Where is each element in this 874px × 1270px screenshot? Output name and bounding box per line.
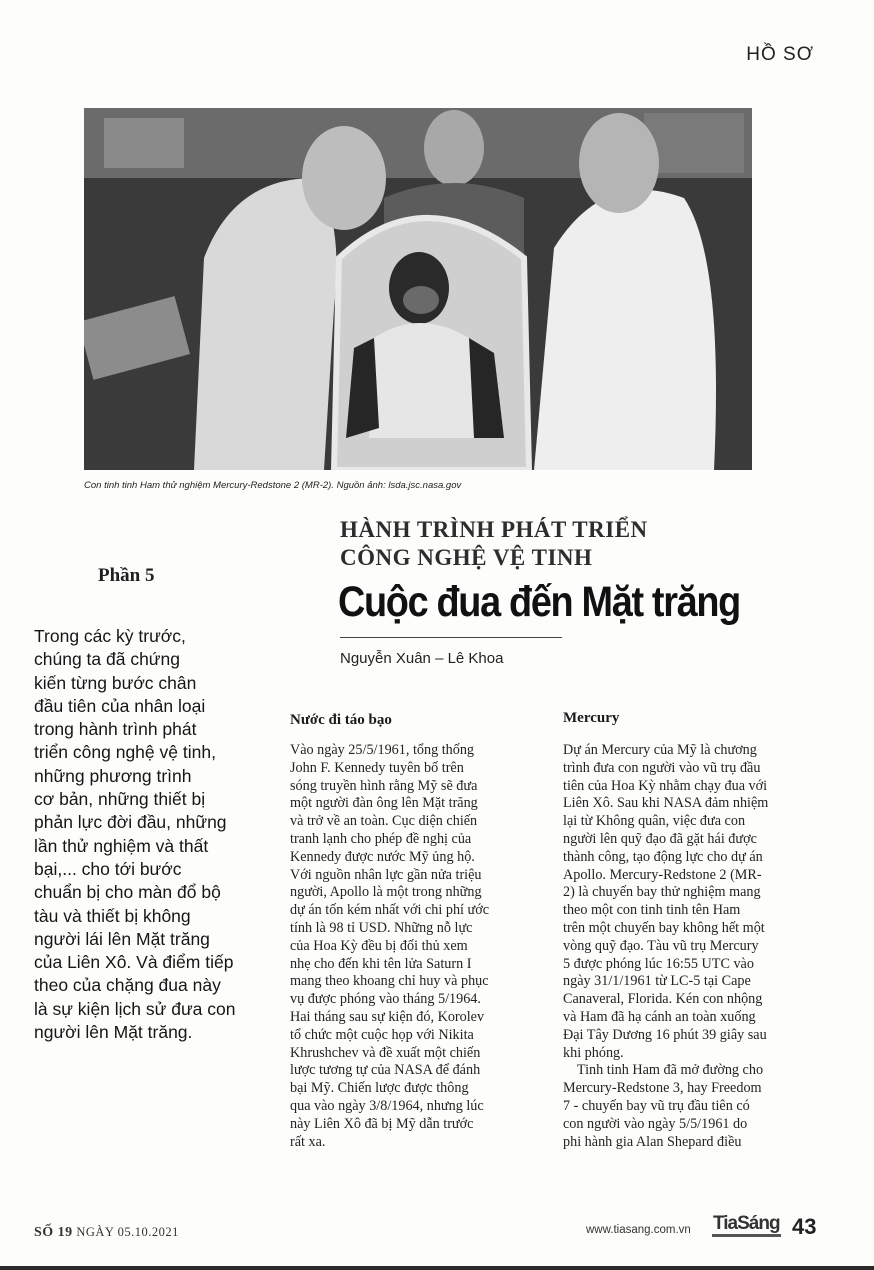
body-line: Vào ngày 25/5/1961, tổng thống (290, 742, 475, 758)
body-line: lược tương tự của NASA để đánh (290, 1062, 481, 1079)
body-line: con người vào ngày 5/5/1961 do (563, 1115, 748, 1132)
issue-number: SỐ 19 (34, 1225, 73, 1240)
body-line: Đại Tây Dương 16 phút 39 giây sau (563, 1026, 767, 1043)
body-line: theo một con tinh tinh tên Ham (563, 902, 741, 919)
column-1-heading: Nước đi táo bạo (290, 712, 392, 728)
body-line: trình đưa con người vào vũ trụ đầu (563, 759, 761, 776)
body-line: Hai tháng sau sự kiện đó, Korolev (290, 1008, 485, 1025)
title-divider (340, 637, 562, 638)
intro-line: theo của chặng đua này (34, 975, 221, 996)
article-kicker (340, 516, 780, 572)
body-line: thành công, tạo động lực cho dự án (563, 848, 763, 865)
body-line: 2) là chuyến bay thử nghiệm mang (563, 884, 761, 901)
article-byline: Nguyễn Xuân – Lê Khoa (340, 650, 504, 667)
intro-line: chúng ta đã chứng (34, 649, 180, 670)
body-line: khi phóng. (563, 1044, 624, 1061)
body-line: và trở về an toàn. Cục diện chiến (290, 813, 478, 830)
bottom-border (0, 1266, 874, 1270)
body-line: người lên quỹ đạo đã gặt hái được (563, 830, 757, 847)
body-line: dự án tốn kém nhất với chi phí ước (290, 902, 490, 919)
body-line: sóng truyền hình rằng Mỹ sẽ đưa (290, 777, 478, 794)
intro-line: chuẩn bị cho màn đổ bộ (34, 882, 221, 903)
footer-website-link[interactable]: www.tiasang.com.vn (586, 1224, 691, 1236)
body-line: Tinh tinh Ham đã mở đường cho (563, 1062, 764, 1079)
page-number: 43 (792, 1214, 817, 1239)
body-line: vòng quỹ đạo. Tàu vũ trụ Mercury (563, 937, 759, 954)
body-line: bại Mỹ. Chiến lược được thông (290, 1080, 469, 1097)
series-part-label: Phần 5 (98, 565, 155, 586)
intro-line: là sự kiện lịch sử đưa con (34, 998, 236, 1019)
intro-line: phản lực đời đầu, những (34, 812, 227, 833)
body-line: nhẹ cho đến khi tên lửa Saturn I (290, 955, 472, 972)
intro-line: những phương trình (34, 765, 192, 786)
body-line: John F. Kennedy tuyên bố trên (290, 759, 464, 776)
section-label: HỒ SƠ (746, 44, 814, 65)
body-line: Khrushchev và đề xuất một chiến (290, 1044, 481, 1061)
body-line: Với nguồn nhân lực gần nửa triệu (290, 866, 482, 883)
body-line: 5 được phóng lúc 16:55 UTC vào (563, 955, 754, 972)
body-line: Liên Xô. Sau khi NASA đảm nhiệm (563, 795, 769, 812)
body-line: Canaveral, Florida. Kén con nhộng (563, 991, 763, 1008)
issue-date: NGÀY 05.10.2021 (76, 1225, 179, 1239)
body-line: tổ chức một cuộc họp với Nikita (290, 1026, 474, 1043)
body-line: tính là 98 tỉ USD. Những nỗ lực (290, 919, 473, 936)
intro-line: lần thử nghiệm và thất (34, 835, 209, 856)
body-line: tiên của Hoa Kỳ nhằm chạy đua với (563, 777, 768, 794)
kicker-line-1: HÀNH TRÌNH PHÁT TRIỂN (340, 517, 648, 542)
intro-line: bại,... cho tới bước (34, 858, 182, 879)
body-line: mang theo khoang chỉ huy và phục (290, 973, 489, 990)
column-2-heading: Mercury (563, 710, 620, 726)
intro-line: của Liên Xô. Và điểm tiếp (34, 952, 234, 973)
kicker-line-2: CÔNG NGHỆ VỆ TINH (340, 545, 593, 570)
intro-line: trong hành trình phát (34, 719, 197, 740)
magazine-logo: TiaSáng (712, 1214, 781, 1237)
intro-line: kiến từng bước chân (34, 672, 197, 693)
photo-caption: Con tinh tinh Ham thử nghiệm Mercury-Redstone 2 (MR-2). Nguồn ảnh: lsda.jsc.nasa.gov (84, 480, 462, 491)
chimpanzee-photo-illustration (84, 108, 752, 470)
footer-issue (34, 1225, 179, 1241)
body-line: Apollo. Mercury-Redstone 2 (MR- (563, 866, 762, 883)
body-line: tranh lạnh cho phép đề nghị của (290, 830, 472, 847)
intro-line: người lên Mặt trăng. (34, 1022, 193, 1043)
body-line: rất xa. (290, 1133, 326, 1150)
intro-line: Trong các kỳ trước, (34, 626, 186, 646)
body-line: một người đàn ông lên Mặt trăng (290, 795, 478, 812)
body-line: này Liên Xô đã bị Mỹ dẫn trước (290, 1115, 474, 1132)
body-line: Kennedy được nước Mỹ ủng hộ. (290, 848, 475, 865)
body-line: Mercury-Redstone 3, hay Freedom (563, 1080, 762, 1097)
body-line: lại từ Không quân, việc đưa con (563, 813, 746, 830)
body-line: của Hoa Kỳ đều bị đối thủ xem (290, 937, 468, 954)
article-photo (84, 108, 752, 470)
body-line: phi hành gia Alan Shepard điều (563, 1133, 742, 1150)
body-line: người, Apollo là một trong những (290, 884, 482, 901)
intro-line: cơ bản, những thiết bị (34, 789, 206, 810)
intro-line: người lái lên Mặt trăng (34, 928, 210, 949)
body-line: Dự án Mercury của Mỹ là chương (563, 742, 757, 758)
intro-line: đầu tiên của nhân loại (34, 695, 206, 716)
article-title: Cuộc đua đến Mặt trăng (338, 578, 740, 626)
body-line: và Ham đã hạ cánh an toàn xuống (563, 1008, 756, 1025)
body-line: qua vào ngày 3/8/1964, nhưng lúc (290, 1097, 484, 1114)
intro-paragraph (34, 625, 284, 1044)
intro-line: triển công nghệ vệ tinh, (34, 742, 216, 763)
body-line: ngày 31/1/1961 từ LC-5 tại Cape (563, 973, 751, 990)
column-1-body (290, 742, 560, 1151)
body-line: vụ được phóng vào tháng 5/1964. (290, 991, 481, 1008)
column-2-body (563, 742, 833, 1151)
body-line: 7 - chuyến bay vũ trụ đầu tiên có (563, 1097, 750, 1114)
intro-line: tàu và thiết bị không (34, 905, 191, 926)
body-line: trên một chuyến bay không hết một (563, 919, 765, 936)
